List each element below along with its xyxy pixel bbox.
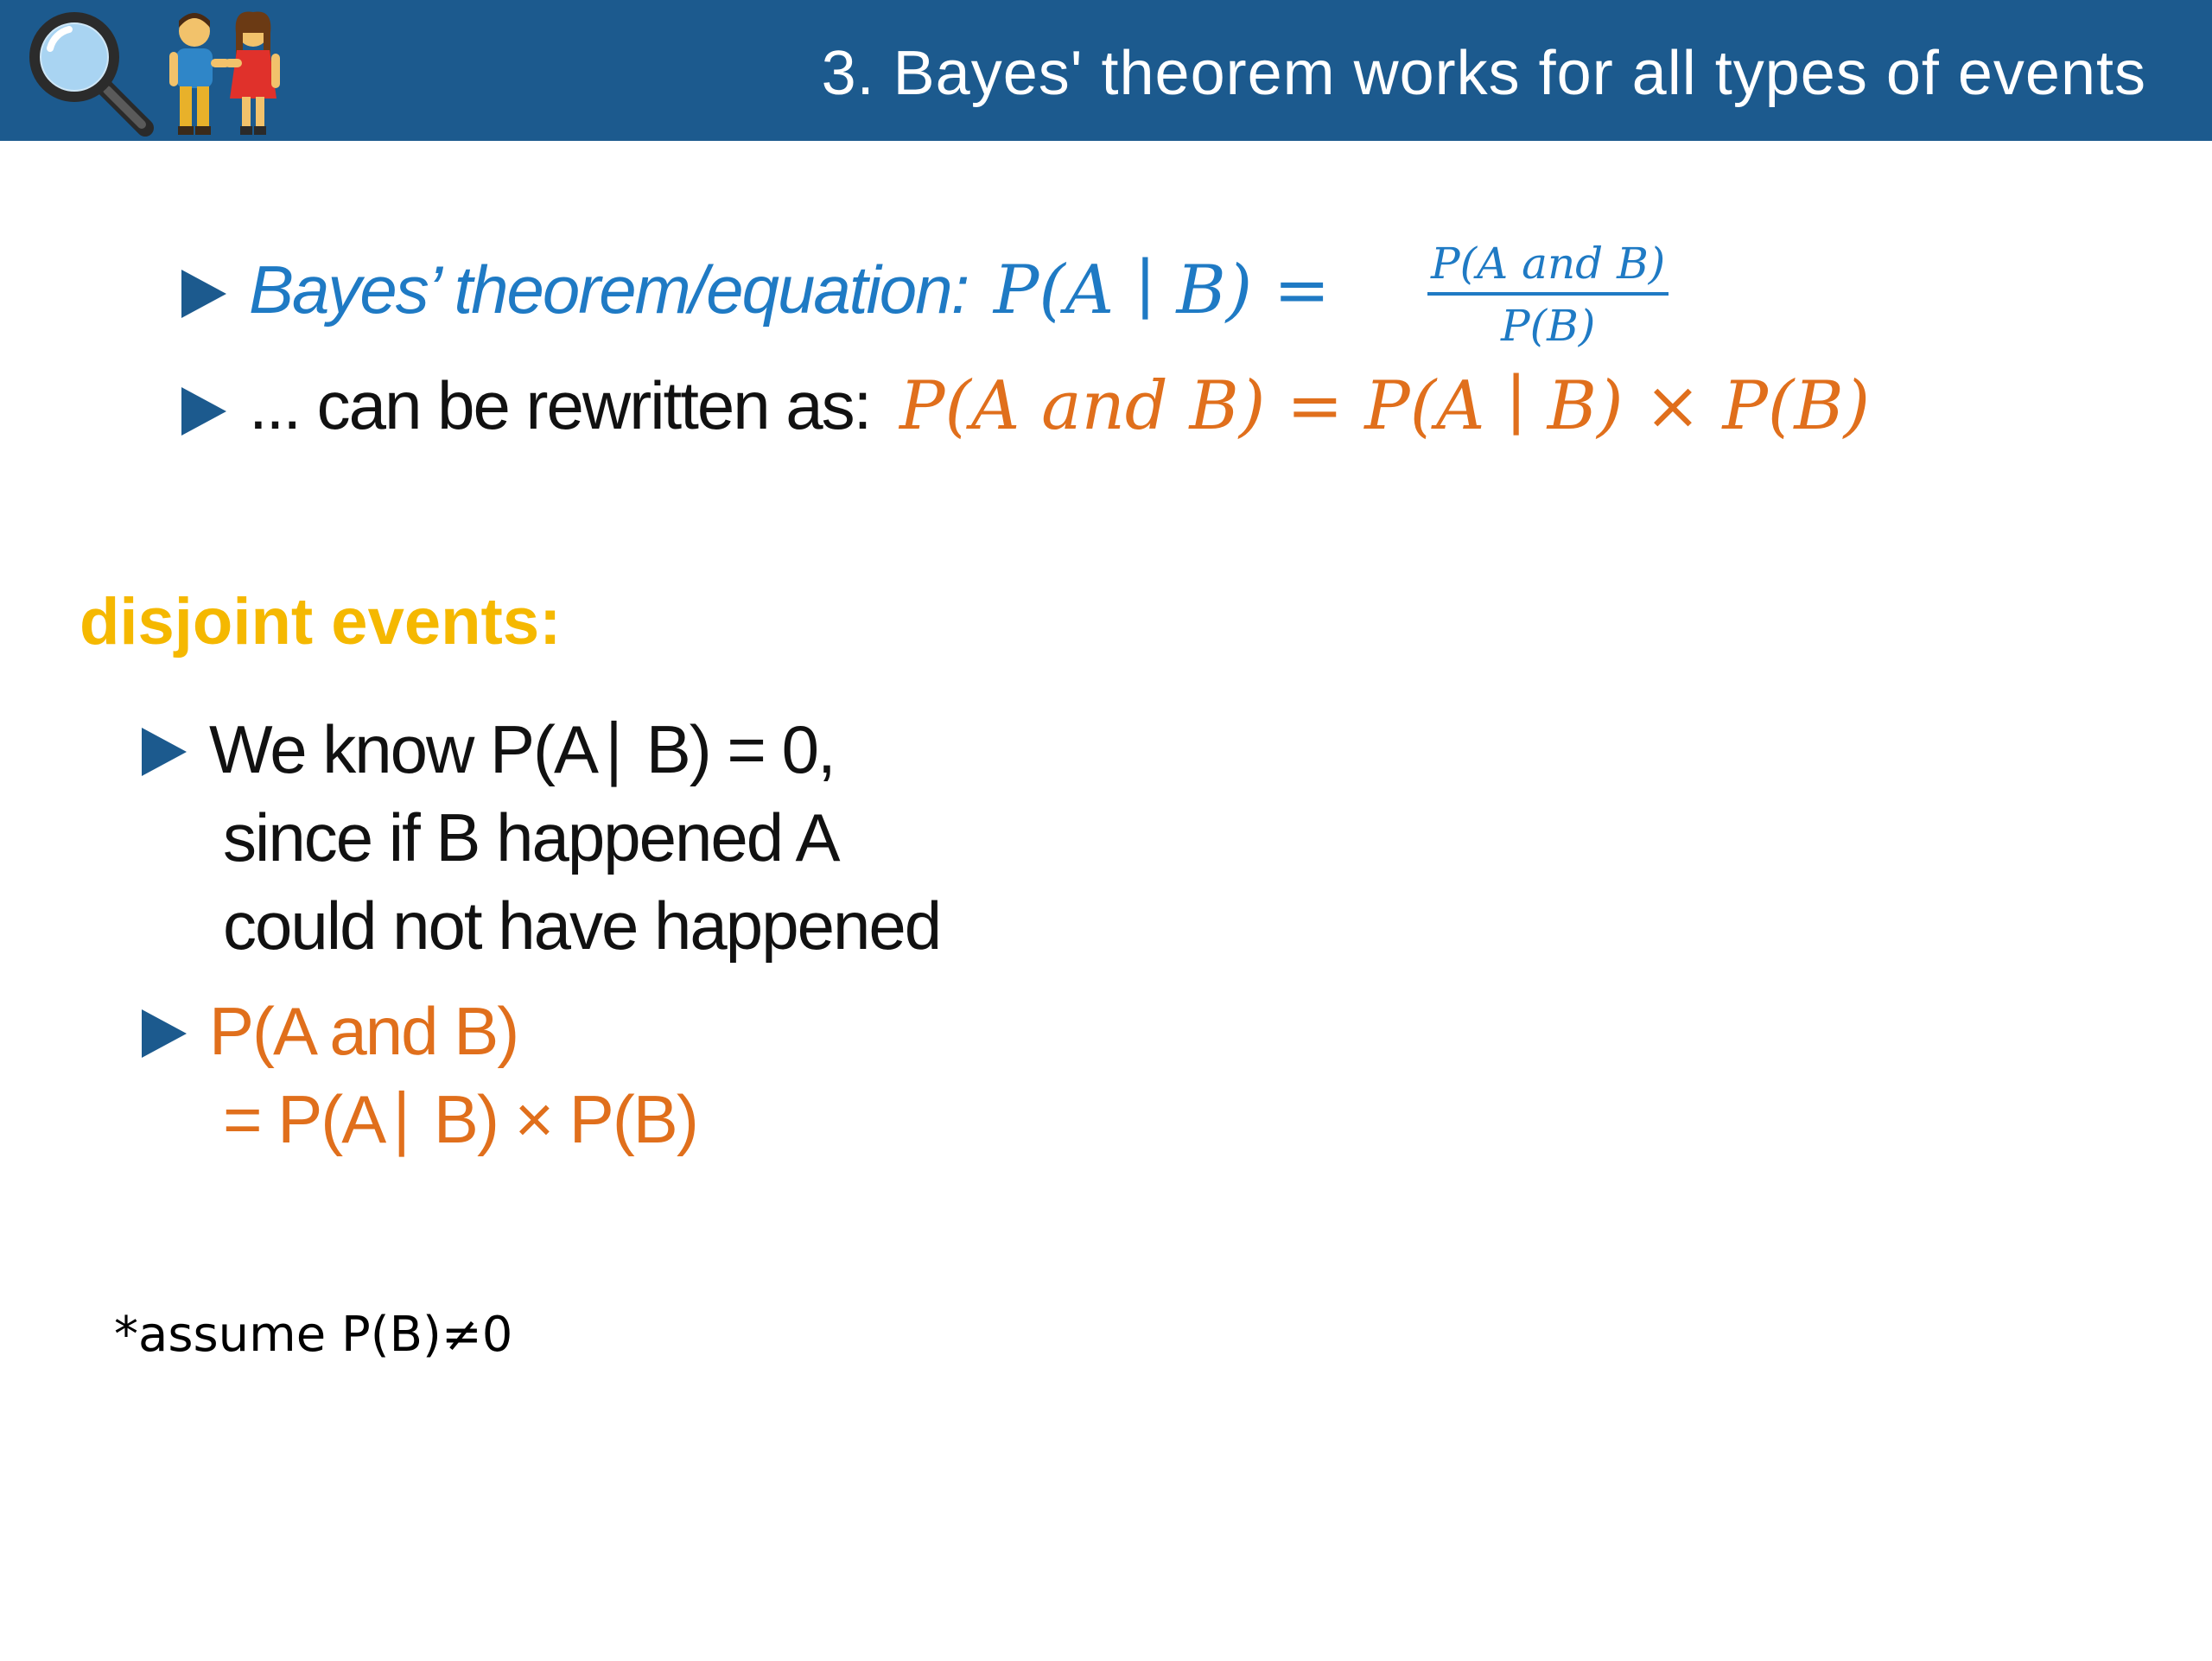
bayes-theorem-label: Bayes’ theorem/equation: (249, 251, 969, 328)
disjoint-bullet-2-line-2: = P(A∣ B) × P(B) (223, 1081, 697, 1157)
disjoint-bullet-1-line-3: could not have happened (223, 888, 941, 964)
fraction-denominator: P(B) (1500, 301, 1596, 351)
disjoint-bullet-1-line-1: We know P(A∣ B) = 0, (209, 711, 835, 787)
fraction-numerator: P(A and B) (1427, 239, 1669, 296)
slide-title: 3. Bayes' theorem works for all types of events (821, 39, 2146, 108)
disjoint-bullet-2 (209, 987, 697, 1163)
disjoint-bullet-2-line-1: P(A and B) (209, 993, 518, 1069)
header-icons (24, 9, 296, 138)
header-bar (0, 0, 2212, 141)
rewritten-formula: P(A and B) = P(A ∣ B) × P(B) (899, 367, 1871, 445)
bayes-fraction (1427, 239, 1669, 351)
bullet-triangle-icon (181, 270, 226, 318)
bullet-triangle-icon (142, 1009, 187, 1058)
couple-holding-hands-icon (164, 7, 285, 141)
footnote: *assume P(B)≠0 (114, 1307, 513, 1363)
rewritten-label: ... can be rewritten as: (249, 367, 871, 443)
magnifying-glass-icon (24, 7, 154, 141)
bullet-triangle-icon (181, 387, 226, 436)
bayes-theorem-bullet (249, 251, 1330, 329)
section-title-disjoint: disjoint events: (79, 585, 562, 659)
rewritten-bullet (249, 366, 1870, 445)
disjoint-bullet-1-line-2: since if B happened A (223, 799, 839, 875)
bayes-formula-lhs: P(A ∣ B) = (993, 251, 1331, 329)
disjoint-bullet-1 (209, 705, 940, 970)
bullet-triangle-icon (142, 728, 187, 776)
